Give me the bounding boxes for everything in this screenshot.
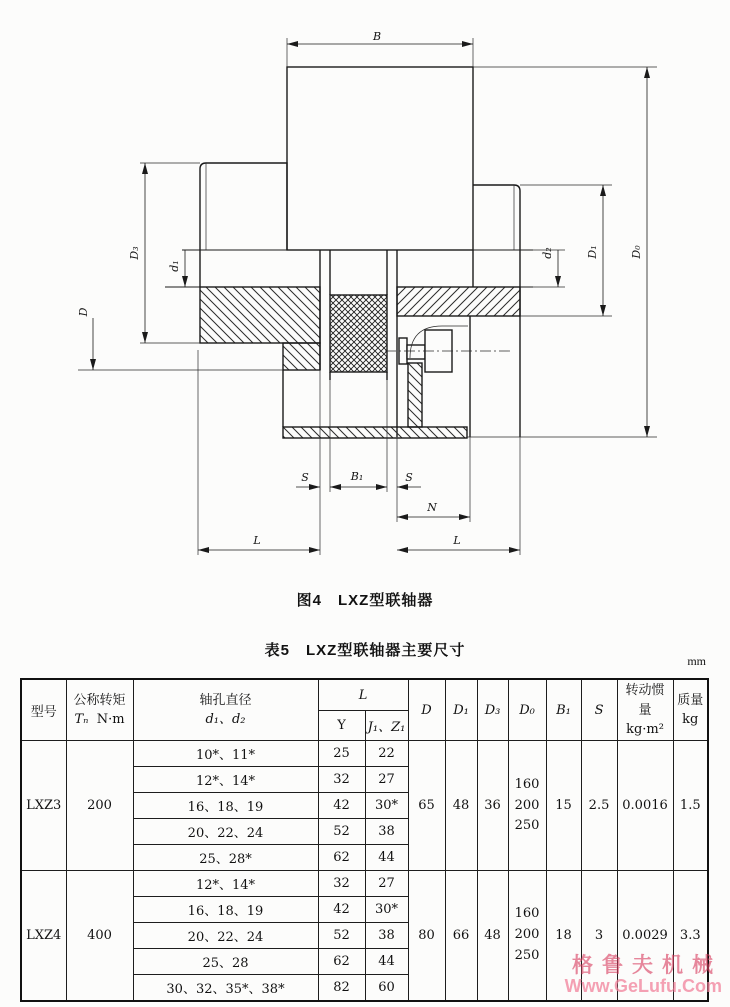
- dim-label-b: B: [372, 30, 382, 43]
- dim-label-d2: d₂: [541, 247, 554, 259]
- jz-cell: 30*: [365, 897, 408, 923]
- header-mass-line2: kg: [682, 712, 699, 728]
- d-cell: 80: [408, 871, 445, 1001]
- header-Y: Y: [318, 711, 365, 741]
- header-JZ: J₁、Z₁: [365, 711, 408, 741]
- header-torque-line2: Tₙ N·m: [74, 712, 125, 728]
- d1-cell: 48: [445, 741, 477, 871]
- header-S: S: [581, 679, 617, 741]
- dim-label-s-left: S: [301, 471, 309, 484]
- dim-label-d3: D₃: [128, 246, 141, 260]
- watermark-brand: 格鲁夫机械: [572, 954, 722, 977]
- header-D: D: [408, 679, 445, 741]
- y-cell: 52: [318, 819, 365, 845]
- jz-cell: 38: [365, 923, 408, 949]
- header-torque: [66, 679, 133, 741]
- s-cell: 2.5: [581, 741, 617, 871]
- header-D0: D₀: [508, 679, 546, 741]
- header-B1: B₁: [546, 679, 581, 741]
- dim-label-n: N: [427, 501, 437, 514]
- jz-cell: 44: [365, 949, 408, 975]
- table-row: [21, 871, 708, 897]
- d1-cell: 66: [445, 871, 477, 1001]
- y-cell: 62: [318, 845, 365, 871]
- drawing-outlines: [165, 67, 533, 438]
- bore-cell: 30、32、35*、38*: [133, 975, 318, 1001]
- dim-label-l-right: L: [453, 534, 461, 547]
- y-cell: 82: [318, 975, 365, 1001]
- dim-label-b1: B₁: [350, 470, 364, 483]
- header-torque-line1: 公称转矩: [73, 692, 126, 708]
- header-inertia-line1: 转动惯量: [625, 682, 665, 718]
- dim-label-l-left: L: [253, 534, 261, 547]
- header-model: 型号: [21, 679, 66, 741]
- bore-cell: 16、18、19: [133, 793, 318, 819]
- torque-cell: 200: [66, 741, 133, 871]
- header-L: L: [318, 679, 408, 711]
- header-bore: [133, 679, 318, 741]
- y-cell: 62: [318, 949, 365, 975]
- y-cell: 25: [318, 741, 365, 767]
- jz-cell: 27: [365, 767, 408, 793]
- y-cell: 42: [318, 793, 365, 819]
- y-cell: 52: [318, 923, 365, 949]
- header-D1: D₁: [445, 679, 477, 741]
- s-cell: 3: [581, 871, 617, 1001]
- b1-cell: 15: [546, 741, 581, 871]
- d3-cell: 48: [477, 871, 508, 1001]
- bore-cell: 20、22、24: [133, 923, 318, 949]
- bore-cell: 12*、14*: [133, 767, 318, 793]
- header-bore-line2: d₁、d₂: [205, 712, 246, 728]
- torque-cell: 400: [66, 871, 133, 1001]
- bore-cell: 20、22、24: [133, 819, 318, 845]
- d-cell: 65: [408, 741, 445, 871]
- dim-label-d: D: [77, 307, 90, 317]
- d0-cell: 160 200 250: [508, 871, 546, 1001]
- mass-cell: 3.3: [673, 871, 708, 1001]
- site-watermark: [565, 955, 722, 996]
- jz-cell: 44: [365, 845, 408, 871]
- dim-label-d1: d₁: [168, 260, 181, 272]
- y-cell: 32: [318, 767, 365, 793]
- jz-cell: 30*: [365, 793, 408, 819]
- header-inertia: [617, 679, 673, 741]
- model-cell: LXZ4: [21, 871, 66, 1001]
- inertia-cell: 0.0029: [617, 871, 673, 1001]
- jz-cell: 27: [365, 871, 408, 897]
- bore-cell: 10*、11*: [133, 741, 318, 767]
- dim-label-s-right: S: [405, 471, 413, 484]
- jz-cell: 22: [365, 741, 408, 767]
- header-bore-line1: 轴孔直径: [199, 692, 252, 708]
- bore-cell: 12*、14*: [133, 871, 318, 897]
- d3-cell: 36: [477, 741, 508, 871]
- table-row: [21, 741, 708, 767]
- y-cell: 32: [318, 871, 365, 897]
- header-mass: [673, 679, 708, 741]
- jz-cell: 38: [365, 819, 408, 845]
- dim-label-d0: D₀: [630, 245, 643, 259]
- mass-cell: 1.5: [673, 741, 708, 871]
- d0-cell: 160 200 250: [508, 741, 546, 871]
- table-caption: 表5 LXZ型联轴器主要尺寸: [264, 642, 466, 659]
- dim-label-d1-cap: D₁: [586, 245, 599, 259]
- jz-cell: 60: [365, 975, 408, 1001]
- header-mass-line1: 质量: [677, 692, 704, 708]
- header-D3: D₃: [477, 679, 508, 741]
- model-cell: LXZ3: [21, 741, 66, 871]
- header-inertia-line2: kg·m²: [626, 722, 664, 738]
- inertia-cell: 0.0016: [617, 741, 673, 871]
- figure-caption: 图4 LXZ型联轴器: [296, 592, 434, 609]
- bore-cell: 25、28: [133, 949, 318, 975]
- y-cell: 42: [318, 897, 365, 923]
- b1-cell: 18: [546, 871, 581, 1001]
- bore-cell: 25、28*: [133, 845, 318, 871]
- bore-cell: 16、18、19: [133, 897, 318, 923]
- watermark-url: Www.GeLufu.Com: [564, 976, 722, 997]
- table-unit-label: mm: [687, 654, 706, 668]
